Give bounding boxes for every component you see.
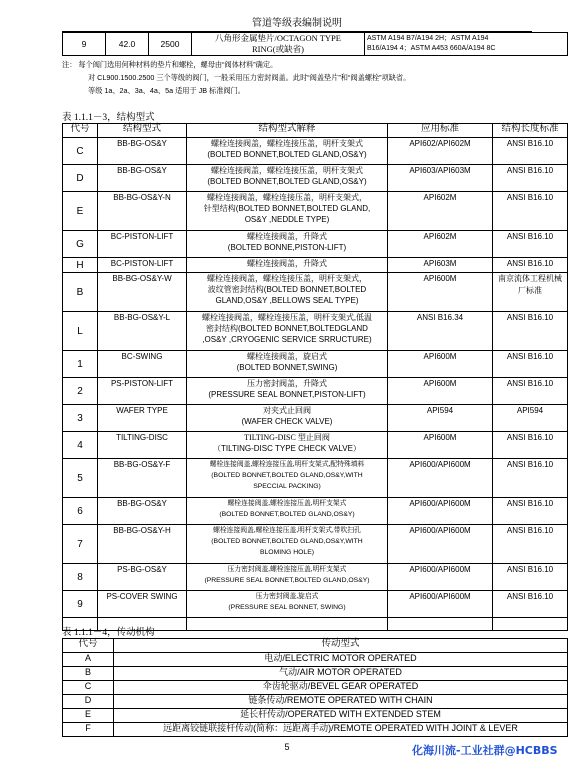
table-row	[63, 192, 568, 231]
row-class: 2500	[149, 33, 192, 56]
row-standard: API603/API603M	[388, 165, 493, 192]
row-explanation	[187, 591, 388, 618]
row-style: BB-BG-OS&Y	[98, 165, 187, 192]
col-header: 代号	[63, 124, 98, 138]
row-code: 7	[63, 525, 98, 564]
row-code: D	[63, 165, 98, 192]
explanation-line: SPECCIAL PACKING)	[253, 483, 321, 490]
explanation-line: ,OS&Y ,CRYOGENIC SERVICE SRRUCTURE)	[202, 335, 372, 344]
mat-line: ASTM A194 B7/A194 2H；ASTM A194	[367, 35, 489, 42]
note-line: 对 CL900.1500.2500 三个等级的阀门，一般采用压力密封阀盖。此时“阀盖垫片”和“阀盖螺栓”项缺省。	[88, 73, 411, 82]
explanation-line: (BOLTED BONNE,PISTON-LIFT)	[227, 243, 347, 252]
explanation-line: 螺栓连接阀盖，升降式	[247, 232, 327, 241]
row-length-standard: ANSI B16.10	[493, 432, 568, 459]
row-code: E	[63, 709, 114, 723]
note-line: 注： 每个阀门选用何种材料的垫片和螺栓，螺母由“阀体材料”确定。	[62, 60, 278, 69]
row-code: G	[63, 231, 98, 258]
explanation-line: 螺栓连接阀盖,螺栓连接压盖,明杆支架式	[227, 500, 347, 507]
row-code: 1	[63, 351, 98, 378]
explanation-line: (BOLTED BONNET,BOLTED GLAND,OS&Y,WITH	[211, 538, 363, 545]
row-length-standard: ANSI B16.10	[493, 138, 568, 165]
explanation-line: 波纹管密封结构(BOLTED BONNET,BOLTED	[207, 285, 367, 294]
row-code: H	[63, 258, 98, 273]
table-row	[63, 405, 568, 432]
row-code: B	[63, 667, 114, 681]
table-row	[63, 667, 568, 681]
explanation-line: 压力密封阀盖，升降式	[247, 379, 327, 388]
row-code: E	[63, 192, 98, 231]
table-row	[63, 432, 568, 459]
row-style: PS-PISTON-LIFT	[98, 378, 187, 405]
page-header: 管道等级表编制说明	[62, 14, 532, 32]
row-code: A	[63, 653, 114, 667]
row-explanation	[187, 165, 388, 192]
row-standard: API600/API600M	[388, 525, 493, 564]
row-actuator: 远距离铰链联接杆传动(简称：远距离手动)/REMOTE OPERATED WITH JOINT & LEVER	[114, 723, 568, 737]
row-standard: API600/API600M	[388, 564, 493, 591]
row-code: 9	[63, 591, 98, 618]
explanation-line: 对夹式止回阀	[263, 406, 311, 415]
table-caption: 表 1.1.1－4，传动机构	[62, 628, 155, 638]
row-explanation	[187, 459, 388, 498]
row-style: BB-BG-OS&Y-W	[98, 273, 187, 312]
row-code: C	[63, 138, 98, 165]
row-code: 5	[63, 459, 98, 498]
empty-cell	[493, 618, 568, 631]
row-code: 2	[63, 378, 98, 405]
row-length-standard: ANSI B16.10	[493, 525, 568, 564]
explanation-line: GLAND,OS&Y ,BELLOWS SEAL TYPE)	[215, 296, 359, 305]
empty-cell	[187, 618, 388, 631]
row-standard: API600M	[388, 432, 493, 459]
explanation-line: 螺栓连接阀盖，螺栓连接压盖，明杆支架式,低温	[202, 313, 372, 322]
table-row	[63, 695, 568, 709]
notes	[62, 58, 568, 97]
explanation-line: （TILTING-DISC TYPE CHECK VALVE）	[213, 444, 361, 453]
table-row	[63, 33, 568, 56]
explanation-line: 螺栓连接阀盖，升降式	[247, 259, 327, 268]
row-actuator: 气动/AIR MOTOR OPERATED	[114, 667, 568, 681]
table-row	[63, 231, 568, 258]
structure-table	[62, 123, 568, 631]
col-header: 应用标准	[388, 124, 493, 138]
note-line: 等级 1a、2a、3a、4a、5a 适用于 JB 标准阀门。	[88, 86, 245, 95]
row-actuator: 链条传动/REMOTE OPERATED WITH CHAIN	[114, 695, 568, 709]
row-style: BB-BG-OS&Y-F	[98, 459, 187, 498]
row-code: F	[63, 723, 114, 737]
row-explanation	[187, 312, 388, 351]
explanation-line: 密封结构(BOLTED BONNET,BOLTEDGLAND	[206, 324, 368, 333]
row-style: WAFER TYPE	[98, 405, 187, 432]
row-style: BC-PISTON-LIFT	[98, 231, 187, 258]
row-standard: API594	[388, 405, 493, 432]
row-explanation	[187, 564, 388, 591]
row-code: B	[63, 273, 98, 312]
row-standard: ANSI B16.34	[388, 312, 493, 351]
row-explanation	[187, 405, 388, 432]
row-style: BB-BG-OS&Y-H	[98, 525, 187, 564]
table-row	[63, 138, 568, 165]
table-row	[63, 273, 568, 312]
explanation-line: 压力密封阀盖,旋启式	[255, 593, 319, 600]
watermark: 化海川流-工业社群@HCBBS	[412, 744, 558, 757]
explanation-line: 螺栓连接阀盖，螺栓连接压盖，明杆支架式	[211, 166, 363, 175]
row-explanation	[187, 258, 388, 273]
row-style: BB-BG-OS&Y	[98, 498, 187, 525]
row-length-standard: ANSI B16.10	[493, 498, 568, 525]
explanation-line: TILTING-DISC 型止回阀	[244, 433, 330, 442]
table-row	[63, 709, 568, 723]
row-code: 8	[63, 564, 98, 591]
empty-cell	[388, 618, 493, 631]
row-length-standard: ANSI B16.10	[493, 192, 568, 231]
table-row	[63, 498, 568, 525]
explanation-line: 螺栓连接阀盖，螺栓连接压盖，明杆支架式，	[207, 274, 367, 283]
col-header: 结构型式解释	[187, 124, 388, 138]
row-length-standard: ANSI B16.10	[493, 378, 568, 405]
table-row	[63, 681, 568, 695]
table-row	[63, 165, 568, 192]
row-standard: API600/API600M	[388, 459, 493, 498]
row-length-standard: ANSI B16.10	[493, 591, 568, 618]
table-row	[63, 312, 568, 351]
table-row	[63, 258, 568, 273]
row-standard: API602M	[388, 231, 493, 258]
row-style: BB-BG-OS&Y-L	[98, 312, 187, 351]
row-style: TILTING-DISC	[98, 432, 187, 459]
explanation-line: BLOMING HOLE)	[259, 549, 314, 556]
explanation-line: 螺栓连接阀盖,螺栓连接压盖,明杆支架式,配特殊填料	[209, 461, 365, 468]
table-row	[63, 351, 568, 378]
row-length-standard: API594	[493, 405, 568, 432]
row-standard: API602M	[388, 192, 493, 231]
row-actuator: 延长杆传动/OPERATED WITH EXTENDED STEM	[114, 709, 568, 723]
row-standard: API600/API600M	[388, 591, 493, 618]
row-code: 3	[63, 405, 98, 432]
explanation-line: (BOLTED BONNET,BOLTED GLAND,OS&Y,WITH	[211, 472, 363, 479]
row-standard: API603M	[388, 258, 493, 273]
row-code: L	[63, 312, 98, 351]
explanation-line: (BOLTED BONNET,BOLTED GLAND,OS&Y)	[207, 177, 367, 186]
col-header: 代号	[63, 639, 114, 653]
row-standard: API602/API602M	[388, 138, 493, 165]
row-standard: API600M	[388, 351, 493, 378]
row-style: BB-BG-OS&Y	[98, 138, 187, 165]
row-style: PS-COVER SWING	[98, 591, 187, 618]
explanation-line: (WAFER CHECK VALVE)	[241, 417, 333, 426]
row-length-standard: ANSI B16.10	[493, 459, 568, 498]
table-row	[63, 653, 568, 667]
row-length-standard: ANSI B16.10	[493, 258, 568, 273]
row-length-standard: 南京流体工程机械厂标准	[493, 273, 568, 312]
row-actuator: 伞齿轮驱动/BEVEL GEAR OPERATED	[114, 681, 568, 695]
row-length-standard: ANSI B16.10	[493, 564, 568, 591]
row-standard: API600M	[388, 378, 493, 405]
explanation-line: (PRESSURE SEAL BONNET, SWING)	[228, 604, 346, 611]
explanation-line: 针型结构(BOLTED BONNET,BOLTED GLAND,	[203, 204, 371, 213]
actuator-table-body	[63, 653, 568, 737]
explanation-line: 螺栓连接阀盖，旋启式	[247, 352, 327, 361]
row-explanation	[187, 378, 388, 405]
row-style: PS-BG-OS&Y	[98, 564, 187, 591]
row-style: BB-BG-OS&Y-N	[98, 192, 187, 231]
row-code: 6	[63, 498, 98, 525]
col-header: 传动型式	[114, 639, 568, 653]
table-row	[63, 459, 568, 498]
row-explanation	[187, 192, 388, 231]
row-code: C	[63, 681, 114, 695]
row-style: BC-SWING	[98, 351, 187, 378]
row-code: D	[63, 695, 114, 709]
row-explanation	[187, 273, 388, 312]
explanation-line: 压力密封阀盖,螺栓连接压盖,明杆支架式	[227, 566, 347, 573]
explanation-line: 螺栓连接阀盖，螺栓连接压盖，明杆支架式，	[207, 193, 367, 202]
row-actuator: 电动/ELECTRIC MOTOR OPERATED	[114, 653, 568, 667]
col-header: 结构型式	[98, 124, 187, 138]
page-number: 5	[284, 742, 290, 752]
table-header-row	[63, 639, 568, 653]
structure-table-body	[63, 138, 568, 618]
row-explanation	[187, 351, 388, 378]
actuator-table	[62, 638, 568, 737]
row-length-standard: ANSI B16.10	[493, 312, 568, 351]
table-row	[63, 525, 568, 564]
table-row	[63, 723, 568, 737]
table-row	[63, 564, 568, 591]
explanation-line: (BOLTED BONNET,SWING)	[236, 363, 338, 372]
explanation-line: (BOLTED BONNET,BOLTED GLAND,OS&Y)	[207, 150, 367, 159]
gasket-table-tail	[62, 32, 568, 56]
row-explanation	[187, 498, 388, 525]
table-row	[63, 591, 568, 618]
row-material	[365, 33, 568, 56]
mat-line: B16/A194 4；ASTM A453 660A/A194 8C	[367, 45, 496, 52]
row-no: 9	[63, 33, 106, 56]
table-header-row	[63, 124, 568, 138]
row-length-standard: ANSI B16.10	[493, 231, 568, 258]
row-standard: API600M	[388, 273, 493, 312]
row-length-standard: ANSI B16.10	[493, 165, 568, 192]
explanation-line: (PRESSURE SEAL BONNET,BOLTED GLAND,OS&Y)	[204, 577, 370, 584]
row-style: BC-PISTON-LIFT	[98, 258, 187, 273]
explanation-line: (PRESSURE SEAL BONNET,PISTON-LIFT)	[208, 390, 366, 399]
row-standard: API600/API600M	[388, 498, 493, 525]
table-row	[63, 378, 568, 405]
desc-line: 八角形金属垫片/OCTAGON TYPE	[215, 33, 341, 43]
explanation-line: OS&Y ,NEDDLE TYPE)	[244, 215, 330, 224]
row-length-standard: ANSI B16.10	[493, 351, 568, 378]
explanation-line: 螺栓连接阀盖,螺栓连接压盖,明杆支架式,带吹扫孔	[213, 527, 361, 534]
desc-line: RING(或缺省)	[252, 44, 304, 54]
row-explanation	[187, 138, 388, 165]
row-explanation	[187, 432, 388, 459]
row-description	[192, 33, 365, 56]
row-code: 4	[63, 432, 98, 459]
row-explanation	[187, 231, 388, 258]
col-header: 结构长度标准	[493, 124, 568, 138]
explanation-line: 螺栓连接阀盖，螺栓连接压盖，明杆支架式	[211, 139, 363, 148]
row-explanation	[187, 525, 388, 564]
explanation-line: (BOLTED BONNET,BOLTED GLAND,OS&Y)	[219, 511, 355, 518]
table-caption: 表 1.1.1－3，结构型式	[62, 113, 155, 123]
row-size: 42.0	[106, 33, 149, 56]
